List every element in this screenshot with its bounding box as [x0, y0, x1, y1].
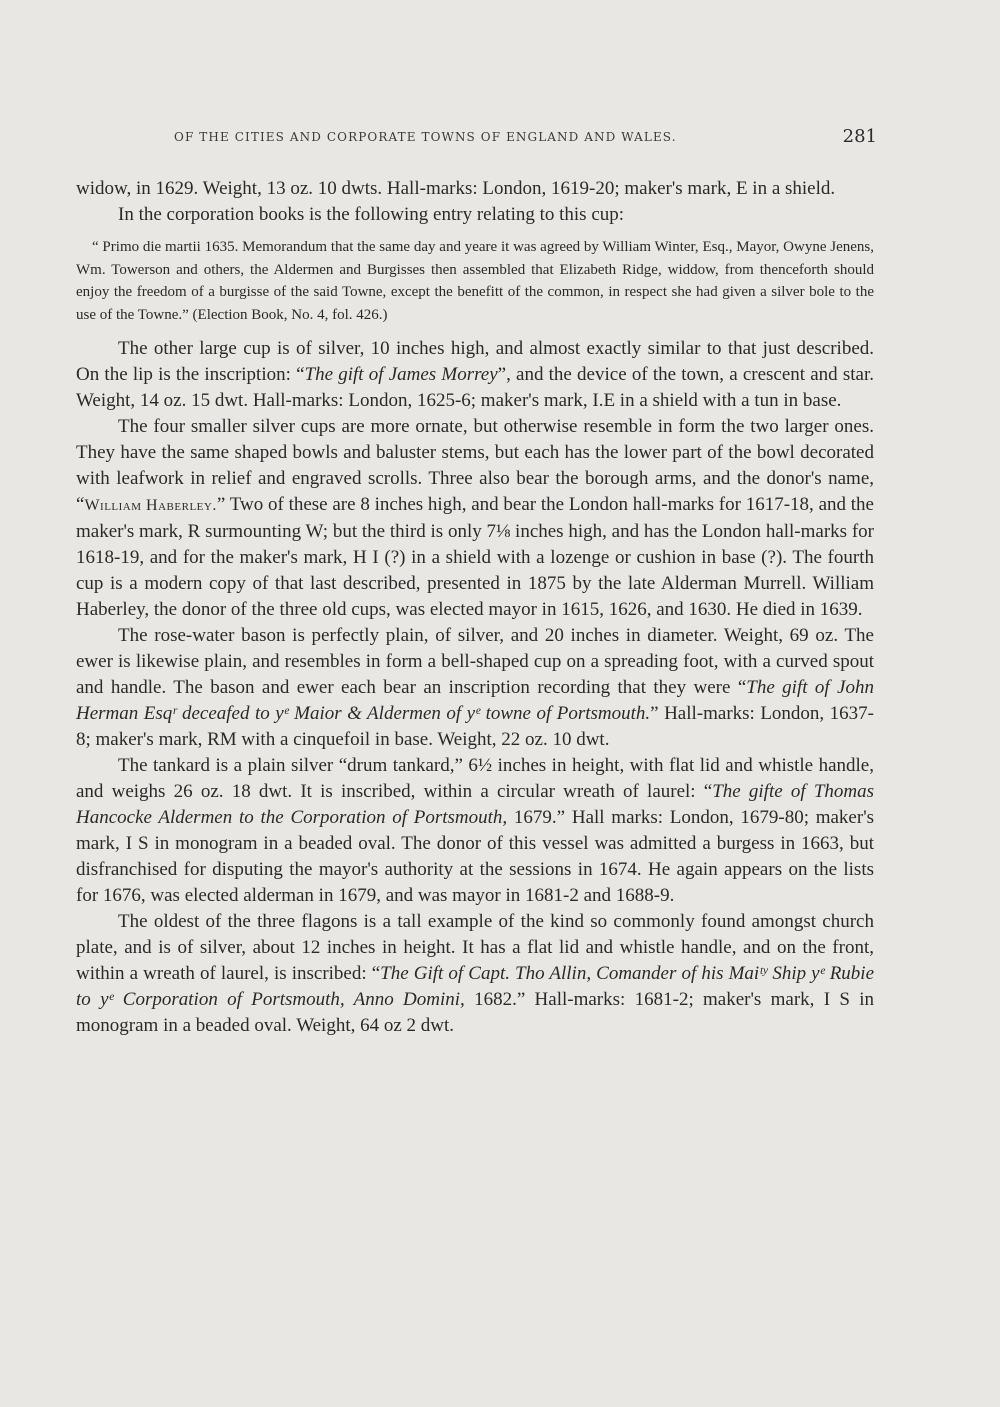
- paragraph-continuation: widow, in 1629. Weight, 13 oz. 10 dwts. Hall-marks: London, 1619-20; maker's mark, E in a shield.: [76, 178, 836, 199]
- body-text: [76, 176, 874, 1039]
- inscription-italic: The gift of John Herman Esqʳ deceafed to yᵉ Maior & Aldermen of yᵉ towne of Portsmouth.: [76, 677, 874, 724]
- paragraph-smaller-cups: [76, 414, 874, 623]
- running-head: [174, 126, 877, 150]
- text-segment: ”, and the device of the town, a crescent and star. Weight, 14 oz. 15 dwt. Hall-marks: London, 1625-6; maker's mark, I.E in a shield with a tun in base.: [76, 364, 874, 411]
- paragraph-flagons: [76, 909, 874, 1039]
- inscription-italic: The gift of James Morrey: [304, 364, 498, 385]
- text-segment: The tankard is a plain silver “drum tankard,” 6½ inches in height, with flat lid and whistle handle, and weighs 26 oz. 18 dwt. It is inscribed, within a circular wreath of laurel: “: [76, 755, 874, 802]
- text-segment: The other large cup is of silver, 10 inches high, and almost exactly similar to that just described. On the lip is the inscription: “: [76, 338, 874, 385]
- inscription-italic: The Gift of Capt. Tho Allin, Comander of his Maiᵗʸ Ship yᵉ Rubie to yᵉ Corporation of Portsmouth, Anno Domini,: [76, 963, 875, 1010]
- paragraph-corporation-books: In the corporation books is the following entry relating to this cup:: [118, 204, 625, 225]
- block-quote-election-book: [76, 236, 874, 326]
- text-segment: The four smaller silver cups are more ornate, but otherwise resemble in form the two larger ones. They have the same shaped bowls and baluster stems, but each has the lower part of the bowl decorated with leafwork in relief and engraved scrolls. Three also bear the borough arms, and the donor's name, “: [76, 416, 874, 515]
- paragraph-large-cup: [76, 336, 874, 414]
- text-segment: The oldest of the three flagons is a tall example of the kind so commonly found amongst church plate, and is of silver, about 12 inches in height. It has a flat lid and whistle handle, and on the front, within a wreath of laurel, is inscribed: “: [76, 911, 874, 984]
- paragraph-tankard: [76, 753, 874, 909]
- text-segment: ” Hall-marks: London, 1637-8; maker's mark, RM with a cinquefoil in base. Weight, 22 oz. 10 dwt.: [76, 703, 874, 750]
- running-title: OF THE CITIES AND CORPORATE TOWNS OF ENGLAND AND WALES.: [174, 130, 677, 144]
- text-segment: 1682.” Hall-marks: 1681-2; maker's mark, I S in monogram in a beaded oval. Weight, 64 oz 2 dwt.: [76, 989, 874, 1036]
- donor-name-smallcaps: William Haberley.: [84, 497, 217, 514]
- quote-text: “ Primo die martii 1635. Memorandum that the same day and yeare it was agreed by William Winter, Esq., Mayor, Owyne Jenens, Wm. Towerson and others, the Aldermen and Burgisses then assembled that Elizabeth Ridge, widdow, from thenceforth should enjoy the freedom of a burgisse of the said Towne, except the benefitt of the common, in respect she had given a silver bole to the use of the Towne.” (Election Book, No. 4, fol. 426.): [76, 239, 874, 323]
- page-number: 281: [842, 126, 877, 147]
- text-segment: The rose-water bason is perfectly plain, of silver, and 20 inches in diameter. Weight, 69 oz. The ewer is likewise plain, and resembles in form a bell-shaped cup on a spreading foot, with a curved spout and handle. The bason and ewer each bear an inscription recording that they were “: [76, 625, 874, 698]
- text-segment: ” Two of these are 8 inches high, and bear the London hall-marks for 1617-18, and the maker's mark, R surmounting W; but the third is only 7⅛ inches high, and has the London hall-marks for 1618-19, and for the maker's mark, H I (?) in a shield with a lozenge or cushion in base (?). The fourth cup is a modern copy of that last described, presented in 1875 by the late Alderman Murrell. William Haberley, the donor of the three old cups, was elected mayor in 1615, 1626, and 1630. He died in 1639.: [76, 494, 874, 620]
- paragraph-rose-water-bason: [76, 623, 874, 753]
- inscription-italic: The gifte of Thomas Hancocke Aldermen to the Corporation of Portsmouth,: [76, 781, 875, 828]
- text-segment: 1679.” Hall marks: London, 1679-80; maker's mark, I S in monogram in a beaded oval. The donor of this vessel was admitted a burgess in 1663, but disfranchised for disputing the mayor's authority at the sessions in 1674. He again appears on the lists for 1676, was elected alderman in 1679, and was mayor in 1681-2 and 1688-9.: [76, 807, 875, 906]
